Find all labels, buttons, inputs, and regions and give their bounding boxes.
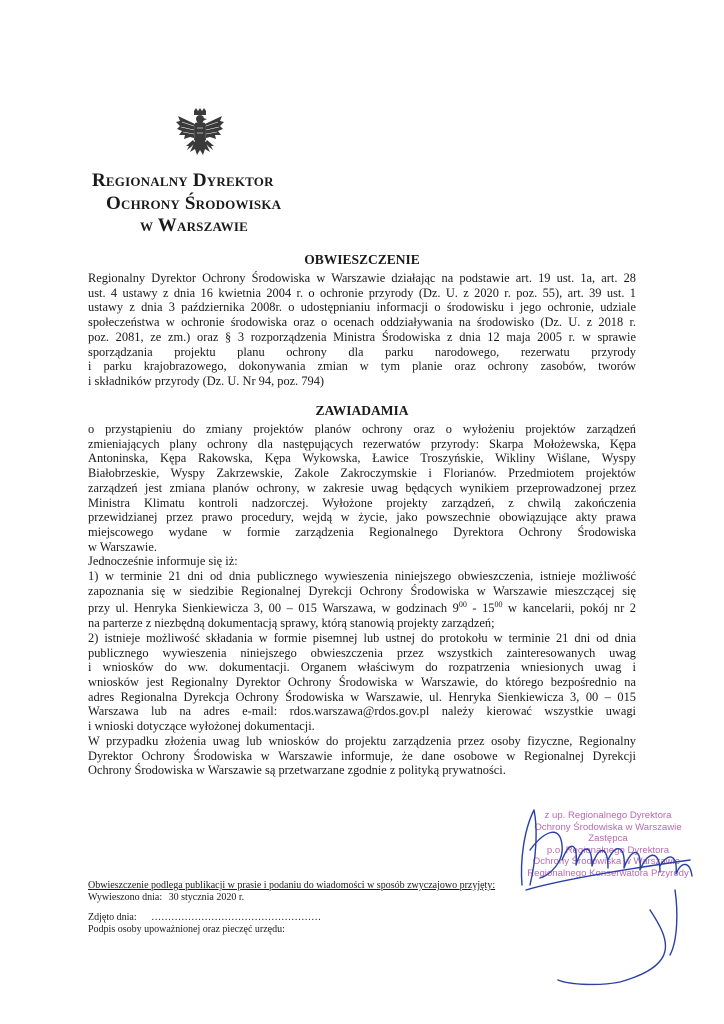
- opening-hour-superscript: 00: [458, 600, 467, 610]
- privacy-line: Dyrektor Ochrony Środowiska w Warszawie informuje, że dane osobowe w Regionalnej Dyrekcji: [88, 748, 636, 763]
- stamp-line: Zastępca: [588, 833, 628, 844]
- body-line: w Warszawie.: [88, 539, 157, 554]
- handwritten-signature: [500, 790, 710, 990]
- removed-date-row: [88, 912, 321, 925]
- intro-line: Regionalny Dyrektor Ochrony Środowiska w Warszawie działając na podstawie art. 19 ust. 1a, art. 28: [88, 271, 636, 285]
- stamp-line: p.o. Regionalnego Dyrektora: [546, 844, 670, 856]
- document-subtitle: ZAWIADAMIA: [315, 403, 409, 418]
- announcement-paragraph: [88, 422, 636, 778]
- body-line: zarządzeń jest zmiana planów ochrony, w zakresie uwag będących wynikiem przeprowadzonej przez: [88, 480, 636, 495]
- intro-paragraph: [88, 271, 636, 389]
- stamp-line: z up. Regionalnego Dyrektora: [544, 810, 672, 821]
- point-2-line: wniosków jest Regionalny Dyrektor Ochrony Środowiska w Warszawie, do którego bezpośrednio na: [88, 675, 636, 690]
- point-2-line: adres Regionalna Dyrekcja Ochrony Środowiska w Warszawie, ul. Henryka Sienkiewicza 3, 00 – 015: [88, 689, 636, 704]
- point-2-line: Warszawa lub na adres e-mail: rdos.warszawa@rdos.gov.pl należy kierować wszystkie uwagi: [88, 704, 636, 719]
- body-line: Białobrzeskie, Wyspy Zakrzewskie, Zakole Zakroczymskie i Florianów. Przedmiotem projektów: [88, 466, 636, 481]
- stamp-line: Regionalnego Konserwatora Przyrody: [527, 867, 689, 879]
- body-line: przewidzianej przez prawo procedury, wejdą w życie, jako powszechnie obowiązujące akty prawa: [88, 510, 636, 525]
- point-1-line: zapoznania się w siedzibie Regionalnej Dyrekcji Ochrony Środowiska w Warszawie mieszczącej się: [88, 583, 636, 598]
- point-2-line: 2) istnieje możliwość składania w formie pisemnej lub ustnej do protokołu w terminie 21 dni od dnia: [88, 630, 636, 645]
- removed-date-blank: ……………………………………………: [151, 912, 322, 923]
- body-line: zmieniających plany ochrony dla następujących rezerwatów przyrody: Skarpa Mołożewska, Kępa: [88, 436, 636, 451]
- privacy-line: Ochrony Środowiska w Warszawie są przetwarzane zgodnie z polityką prywatności.: [88, 763, 506, 778]
- body-line: miejscowego wydane w formie zarządzenia Regionalnego Dyrektora Ochrony Środowiska: [88, 524, 636, 539]
- intro-line: i składników przyrody (Dz. U. Nr 94, poz. 794): [88, 373, 325, 388]
- posted-date-row: [88, 892, 244, 905]
- point-1-line: [88, 598, 636, 616]
- point-1-hours-separator: - 15: [466, 601, 495, 616]
- intro-line: poz. 2081, ze zm.) oraz § 3 rozporządzenia Ministra Środowiska z dnia 12 maja 2005 r. w sprawie: [88, 329, 636, 344]
- point-2-line: publicznego wywieszenia niniejszego obwieszczenia przez wszystkich zainteresowanych uwag: [88, 645, 636, 660]
- point-1-line: na parterze z niezbędną dokumentacją sprawy, którą stanowią projekty zarządzeń;: [88, 616, 495, 631]
- posted-date-value: 30 stycznia 2020 r.: [168, 892, 245, 903]
- intro-line: i parku krajobrazowego, dokonywania zmian w tym planie oraz ochrony zasobów, tworów: [88, 359, 636, 374]
- intro-line: ust. 4 ustawy z dnia 16 kwietnia 2004 r. o ochronie przyrody (Dz. U. z 2020 r. poz. 55), art. 39 ust. 1: [88, 285, 636, 300]
- institution-name-line-3: w Warszawie: [140, 215, 248, 236]
- polish-eagle-emblem-icon: [176, 108, 224, 162]
- point-1-line: 1) w terminie 21 dni od dnia publicznego wywieszenia niniejszego obwieszczenia, istnieje możliwość: [88, 569, 636, 584]
- intro-line: społeczeństwa w ochronie środowiska oraz o ocenach oddziaływania na środowisko (Dz. U. z 2018 r.: [88, 315, 636, 330]
- signature-label: Podpis osoby upoważnionej oraz pieczęć urzędu:: [88, 924, 285, 935]
- institution-name-line-2: Ochrony Środowiska: [106, 193, 282, 214]
- privacy-line: W przypadku złożenia uwag lub wniosków do projektu zarządzenia przez osoby fizyczne, Regionalny: [88, 733, 636, 748]
- removed-date-label: Zdjęto dnia:: [88, 912, 137, 923]
- closing-hour-superscript: 00: [494, 600, 503, 610]
- body-line: Antoninska, Kępa Rakowska, Kępa Wykowska, Ławice Troszyńskie, Wikliny Wiślane, Wyspy: [88, 451, 636, 466]
- point-1-address-text: przy ul. Henryka Sienkiewicza 3, 00 – 015 Warszawa, w godzinach 9: [88, 601, 459, 616]
- point-2-line: i wniosków do ww. dokumentacji. Organem właściwym do rozpatrzenia wniesionych uwag i: [88, 660, 636, 675]
- point-1-room-text: w kancelarii, pokój nr 2: [502, 601, 636, 616]
- body-line: Ministra Klimatu kontroli nadzorczej. Wyłożone projekty zarządzeń, z chwilą zakończenia: [88, 495, 636, 510]
- posted-date-label: Wywieszono dnia:: [88, 892, 163, 903]
- stamp-line: Ochrony Środowiska w Warszawie: [534, 821, 682, 833]
- body-line: o przystąpieniu do zmiany projektów planów ochrony oraz o wyłożeniu projektów zarządzeń: [88, 422, 636, 436]
- publication-note: Obwieszczenie podlega publikacji w prasie i podaniu do wiadomości w sposób zwyczajowo przyjęty:: [88, 880, 496, 891]
- info-intro: Jednocześnie informuje się iż:: [88, 554, 238, 569]
- institution-name-line-1: Regionalny Dyrektor: [92, 170, 274, 191]
- document-title: OBWIESZCZENIE: [304, 252, 420, 267]
- intro-line: ustawy z dnia 3 października 2008r. o udostępnianiu informacji o środowisku i jego ochronie, udziale: [88, 300, 636, 315]
- stamp-line: Ochrony Środowiska w Warszawie-: [532, 856, 684, 867]
- point-2-line: i wnioski dotyczące wyłożonej dokumentacji.: [88, 719, 315, 734]
- intro-line: sporządzania projektu planu ochrony dla parku narodowego, rezerwatu przyrody: [88, 344, 636, 359]
